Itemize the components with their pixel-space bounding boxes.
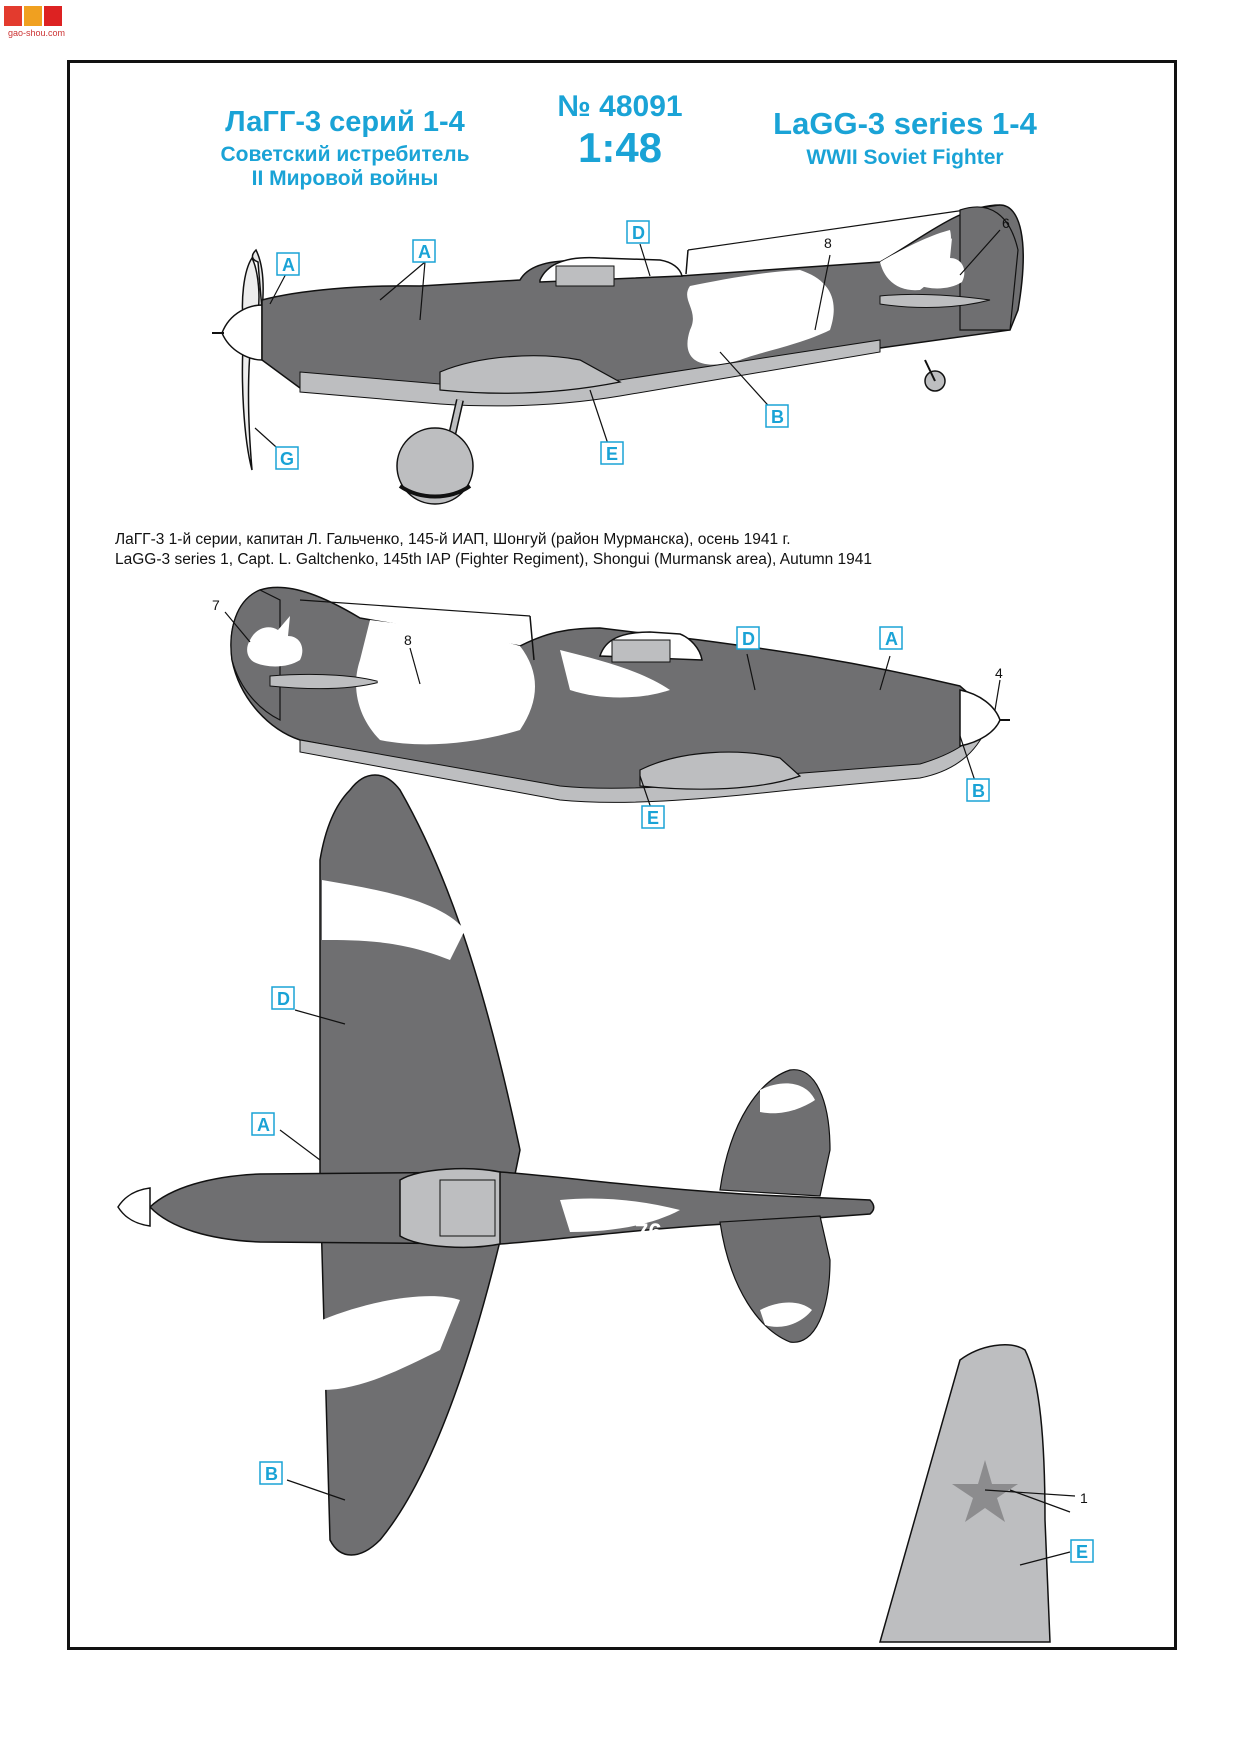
aircraft-number-side: 76 [755,284,822,351]
caption-ru: ЛаГГ-3 1-й серии, капитан Л. Гальченко, 145-й ИАП, Шонгуй (район Мурманска), осень 1941 г. [115,531,791,548]
en-title: LaGG-3 series 1-4 [773,106,1037,141]
label-D-top [627,221,649,243]
svg-text:B: B [972,781,985,801]
kit-scale: 1:48 [577,124,663,171]
svg-text:G: G [280,449,295,469]
label-G [276,447,298,469]
svg-text:D: D [742,629,755,649]
svg-text:B: B [265,1464,278,1484]
svg-text:E: E [1076,1542,1089,1562]
label-D-mid [737,627,759,649]
propeller [242,258,259,470]
spinner [118,1188,150,1226]
svg-text:D: D [632,223,645,243]
label-B-mid [967,779,989,801]
ru-subtitle-2: II Мировой войны [251,167,439,190]
en-subtitle: WWII Soviet Fighter [806,146,1004,169]
decal-number-8-mid: 8 [404,632,412,648]
label-E-top [601,442,623,464]
watermark-url: gao-shou.com [8,28,66,38]
ru-title: ЛаГГ-3 серий 1-4 [225,106,465,138]
spinner [222,305,262,360]
kit-number: № 48091 [557,90,683,123]
svg-text:A: A [257,1115,270,1135]
label-E-underside [1071,1540,1093,1562]
svg-text:D: D [277,989,290,1009]
svg-text:A: A [282,255,295,275]
decal-number-4: 4 [995,665,1003,681]
wing-underside-view [880,1345,1050,1642]
label-E-mid [642,806,664,828]
label-A-planform [252,1113,274,1135]
label-A-mid [880,627,902,649]
svg-text:E: E [647,808,660,828]
decal-number-8-top: 8 [824,235,832,251]
wing-underside [880,1345,1050,1642]
right-profile-view [231,587,1010,802]
decal-number-1: 1 [1080,1490,1088,1506]
decal-number-7: 7 [212,597,220,613]
spinner [960,690,1000,746]
ru-subtitle-1: Советский истребитель [220,143,470,166]
aircraft-number-side-right: 76 [375,662,447,734]
decal-number-6: 6 [1002,215,1010,231]
label-B-top [766,405,788,427]
label-A-cowl [413,240,435,262]
caption-en: LaGG-3 series 1, Capt. L. Galtchenko, 145th IAP (Fighter Regiment), Shongui (Murmansk area), Autumn 1941 [115,551,873,568]
label-B-planform [260,1462,282,1484]
aircraft-number-top: 76 [635,1219,662,1246]
svg-text:A: A [885,629,898,649]
label-D-planform [272,987,294,1009]
label-A-nose [277,253,299,275]
svg-text:A: A [418,242,431,262]
top-view [118,775,874,1555]
svg-text:B: B [771,407,784,427]
svg-text:E: E [606,444,619,464]
